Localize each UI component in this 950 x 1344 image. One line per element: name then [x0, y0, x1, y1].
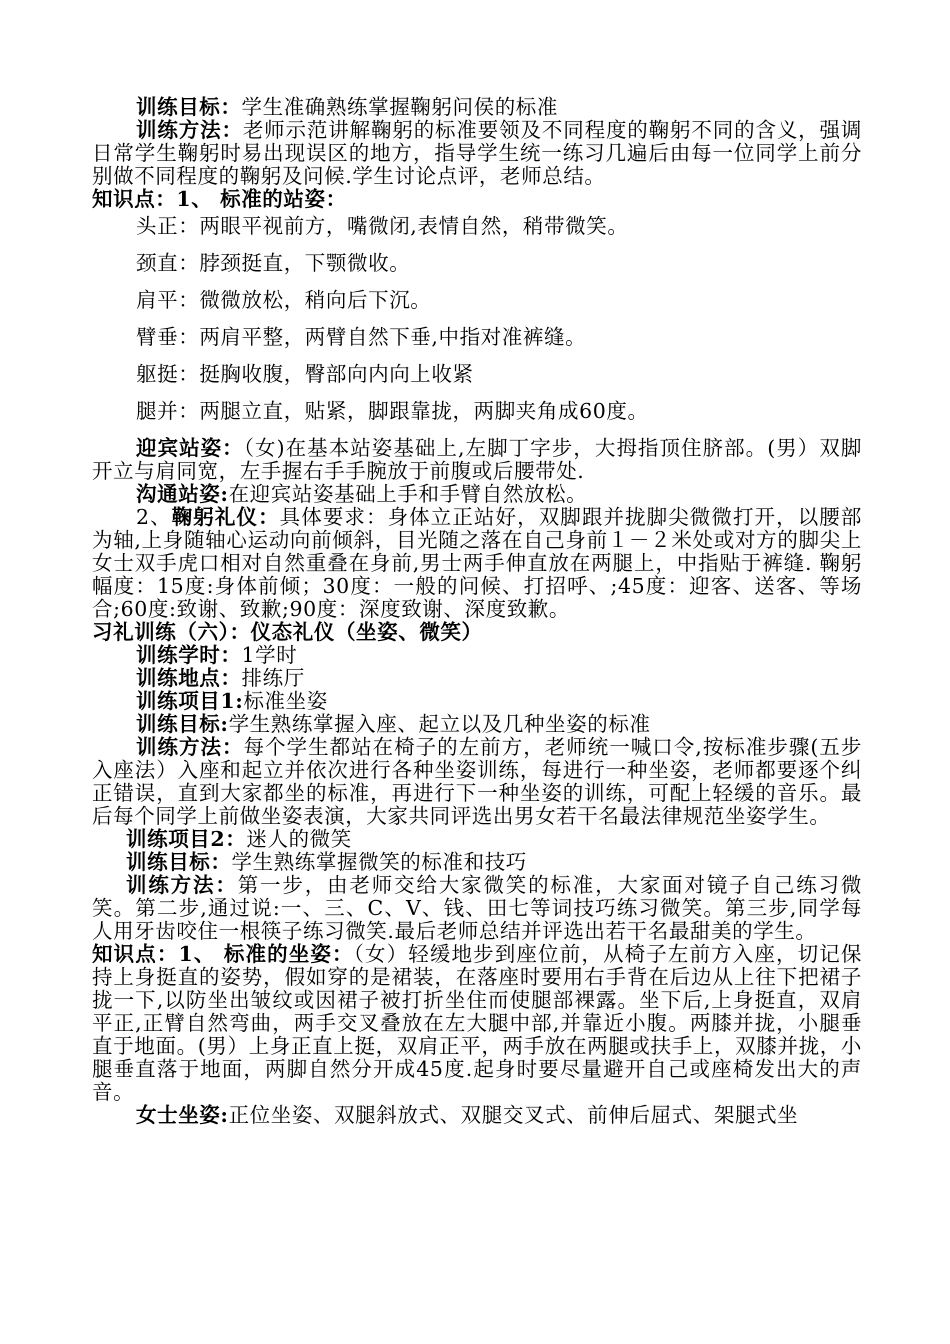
- training-place: 训练地点：排练厅: [136, 666, 305, 690]
- stand-item-arm: 臂垂：两肩平整，两臂自然下垂,中指对准裤缝。: [136, 325, 587, 349]
- training-method-2: 训练方法：每个学生都站在椅子的左前方，老师统一喊口令,按标准步骤(五步入座法）入座和起立并依次进行各种坐姿训练，每进行一种坐姿，老师都要逐个纠正错误，直到大家都坐的标准，再进行下一种坐姿的训练，可配上轻缓的音乐。最后每个同学上前做坐姿表演，大家共同评选出男女若干名最法律规范坐姿学生。: [92, 735, 863, 828]
- training-hours: 训练学时：1学时: [136, 643, 298, 667]
- knowledge-point-sitting: 知识点：1、 标准的坐姿：（女）轻缓地步到座位前，从椅子左前方入座，切记保持上身挺直的姿势，假如穿的是裙装，在落座时要用右手背在后边从上往下把裙子拢一下,以防坐出皱纹或因裙子被打折坐住而使腿部裸露。坐下后,上身挺直，双肩平正,正臂自然弯曲，两手交叉叠放在左大腿中部,并靠近小腹。两膝并拢，小腿垂直于地面。(男）上身正直上挺，双肩正平，两手放在两腿或扶手上，双膝并拢，小腿垂直落于地面，两脚自然分开成45度.起身时要尽量避开自己或座椅发出大的声音。: [92, 942, 863, 1104]
- training-goal-3: 训练目标：学生熟练掌握微笑的标准和技巧: [126, 850, 527, 874]
- section-six-title: 习礼训练（六）：仪态礼仪（坐姿、微笑）: [92, 620, 483, 644]
- welcome-stance: 迎宾站姿：（女)在基本站姿基础上,左脚丁字步，大拇指顶住脐部。(男）双脚开立与肩同宽，左手握右手手腕放于前腹或后腰带处.: [92, 436, 862, 483]
- communication-stance: 沟通站姿:在迎宾站姿基础上手和手臂自然放松。: [136, 482, 588, 506]
- training-goal-1: 训练目标：学生准确熟练掌握鞠躬问侯的标准: [136, 95, 558, 119]
- training-item-1: 训练项目1:标准坐姿: [136, 689, 328, 713]
- stand-item-legs: 腿并：两腿立直，贴紧，脚跟靠拢，两脚夹角成60度。: [136, 399, 649, 423]
- training-goal-2: 训练目标:学生熟练掌握入座、起立以及几种坐姿的标准: [136, 712, 651, 736]
- female-sitting-postures: 女士坐姿:正位坐姿、双腿斜放式、双腿交叉式、前伸后屈式、架腿式坐: [136, 1103, 799, 1127]
- stand-item-shoulder: 肩平：微微放松，稍向后下沉。: [136, 288, 432, 312]
- stand-item-neck: 颈直：脖颈挺直，下颚微收。: [136, 251, 411, 275]
- bow-etiquette: 2、鞠躬礼仪：具体要求：身体立正站好，双脚跟并拢脚尖微微打开，以腰部为轴,上身随轴心运动向前倾斜，目光随之落在自己身前１－２米处或对方的脚尖上女士双手虎口相对自然重叠在身前,男士两手伸直放在两腿上，中指贴于裤缝. 鞠躬幅度：15度:身体前倾；30度：一般的问候、打招呼、;45度：迎客、送客、等场合;60度:致谢、致歉;90度：深度致谢、深度致歉。: [92, 505, 862, 621]
- training-method-1: 训练方法：老师示范讲解鞠躬的标准要领及不同程度的鞠躬不同的含义，强调日常学生鞠躬时易出现误区的地方，指导学生统一练习几遍后由每一位同学上前分别做不同程度的鞠躬及问候.学生讨论点评，老师总结。: [92, 118, 863, 188]
- document-page: [92, 96, 862, 1127]
- stand-item-torso: 躯挺：挺胸收腹，臀部向内向上收紧: [136, 362, 474, 386]
- training-method-3: 训练方法：第一步，由老师交给大家微笑的标准，大家面对镜子自己练习微笑。第二步,通过说:一、三、C、V、钱、田七等词技巧练习微笑。第三步,同学每人用牙齿咬住一根筷子练习微笑.最后老师总结并评选出若干名最甜美的学生。: [92, 873, 862, 943]
- knowledge-point-standing: 知识点：1、 标准的站姿：: [92, 187, 347, 211]
- training-item-2: 训练项目2：迷人的微笑: [126, 827, 352, 851]
- stand-item-head: 头正：两眼平视前方，嘴微闭,表情自然，稍带微笑。: [136, 214, 629, 238]
